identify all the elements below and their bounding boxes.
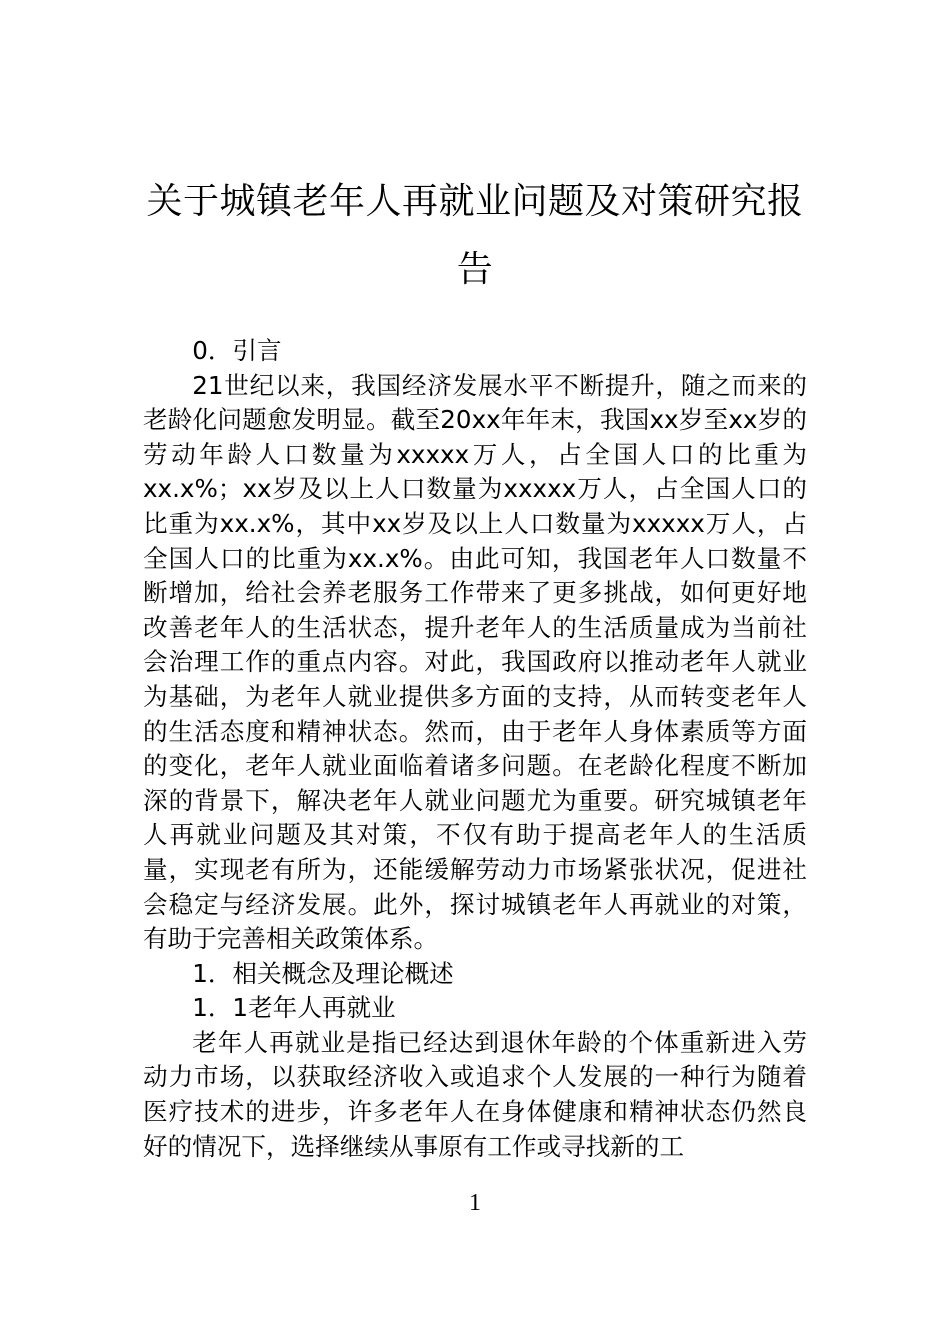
intro-paragraph: 21世纪以来，我国经济发展水平不断提升，随之而来的老龄化问题愈发明显。截至20xx年年末，我国xx岁至xx岁的劳动年龄人口数量为xxxxx万人，占全国人口的比重为xx.x%；xx岁及以上人口数量为xxxxx万人，占全国人口的比重为xx.x%，其中xx岁及以上人口数量为xxxxx万人，占全国人口的比重为xx.x%。由此可知，我国老年人口数量不断增加，给社会养老服务工作带来了更多挑战，如何更好地改善老年人的生活状态，提升老年人的生活质量成为当前社会治理工作的重点内容。对此，我国政府以推动老年人就业为基础，为老年人就业提供多方面的支持，从而转变老年人的生活态度和精神状态。然而，由于老年人身体素质等方面的变化，老年人就业面临着诸多问题。在老龄化程度不断加深的背景下，解决老年人就业问题尤为重要。研究城镇老年人再就业问题及其对策，不仅有助于提高老年人的生活质量，实现老有所为，还能缓解劳动力市场紧张状况，促进社会稳定与经济发展。此外，探讨城镇老年人再就业的对策，有助于完善相关政策体系。 bbox=[143, 370, 807, 954]
section-1-1-heading: 1．1老年人再就业 bbox=[192, 993, 396, 1023]
intro-heading: 0．引言 bbox=[192, 336, 282, 365]
section-1-heading: 1．相关概念及理论概述 bbox=[192, 958, 454, 988]
section-1-1-paragraph: 老年人再就业是指已经达到退休年龄的个体重新进入劳动力市场，以获取经济收入或追求个人发展的一种行为随着医疗技术的进步，许多老年人在身体健康和精神状态仍然良好的情况下，选择继续从事原有工作或寻找新的工 bbox=[143, 1027, 807, 1161]
page-number: 1 bbox=[469, 1190, 481, 1216]
document-body bbox=[143, 334, 807, 1164]
document-title: 关于城镇老年人再就业问题及对策研究报告 bbox=[146, 181, 804, 290]
